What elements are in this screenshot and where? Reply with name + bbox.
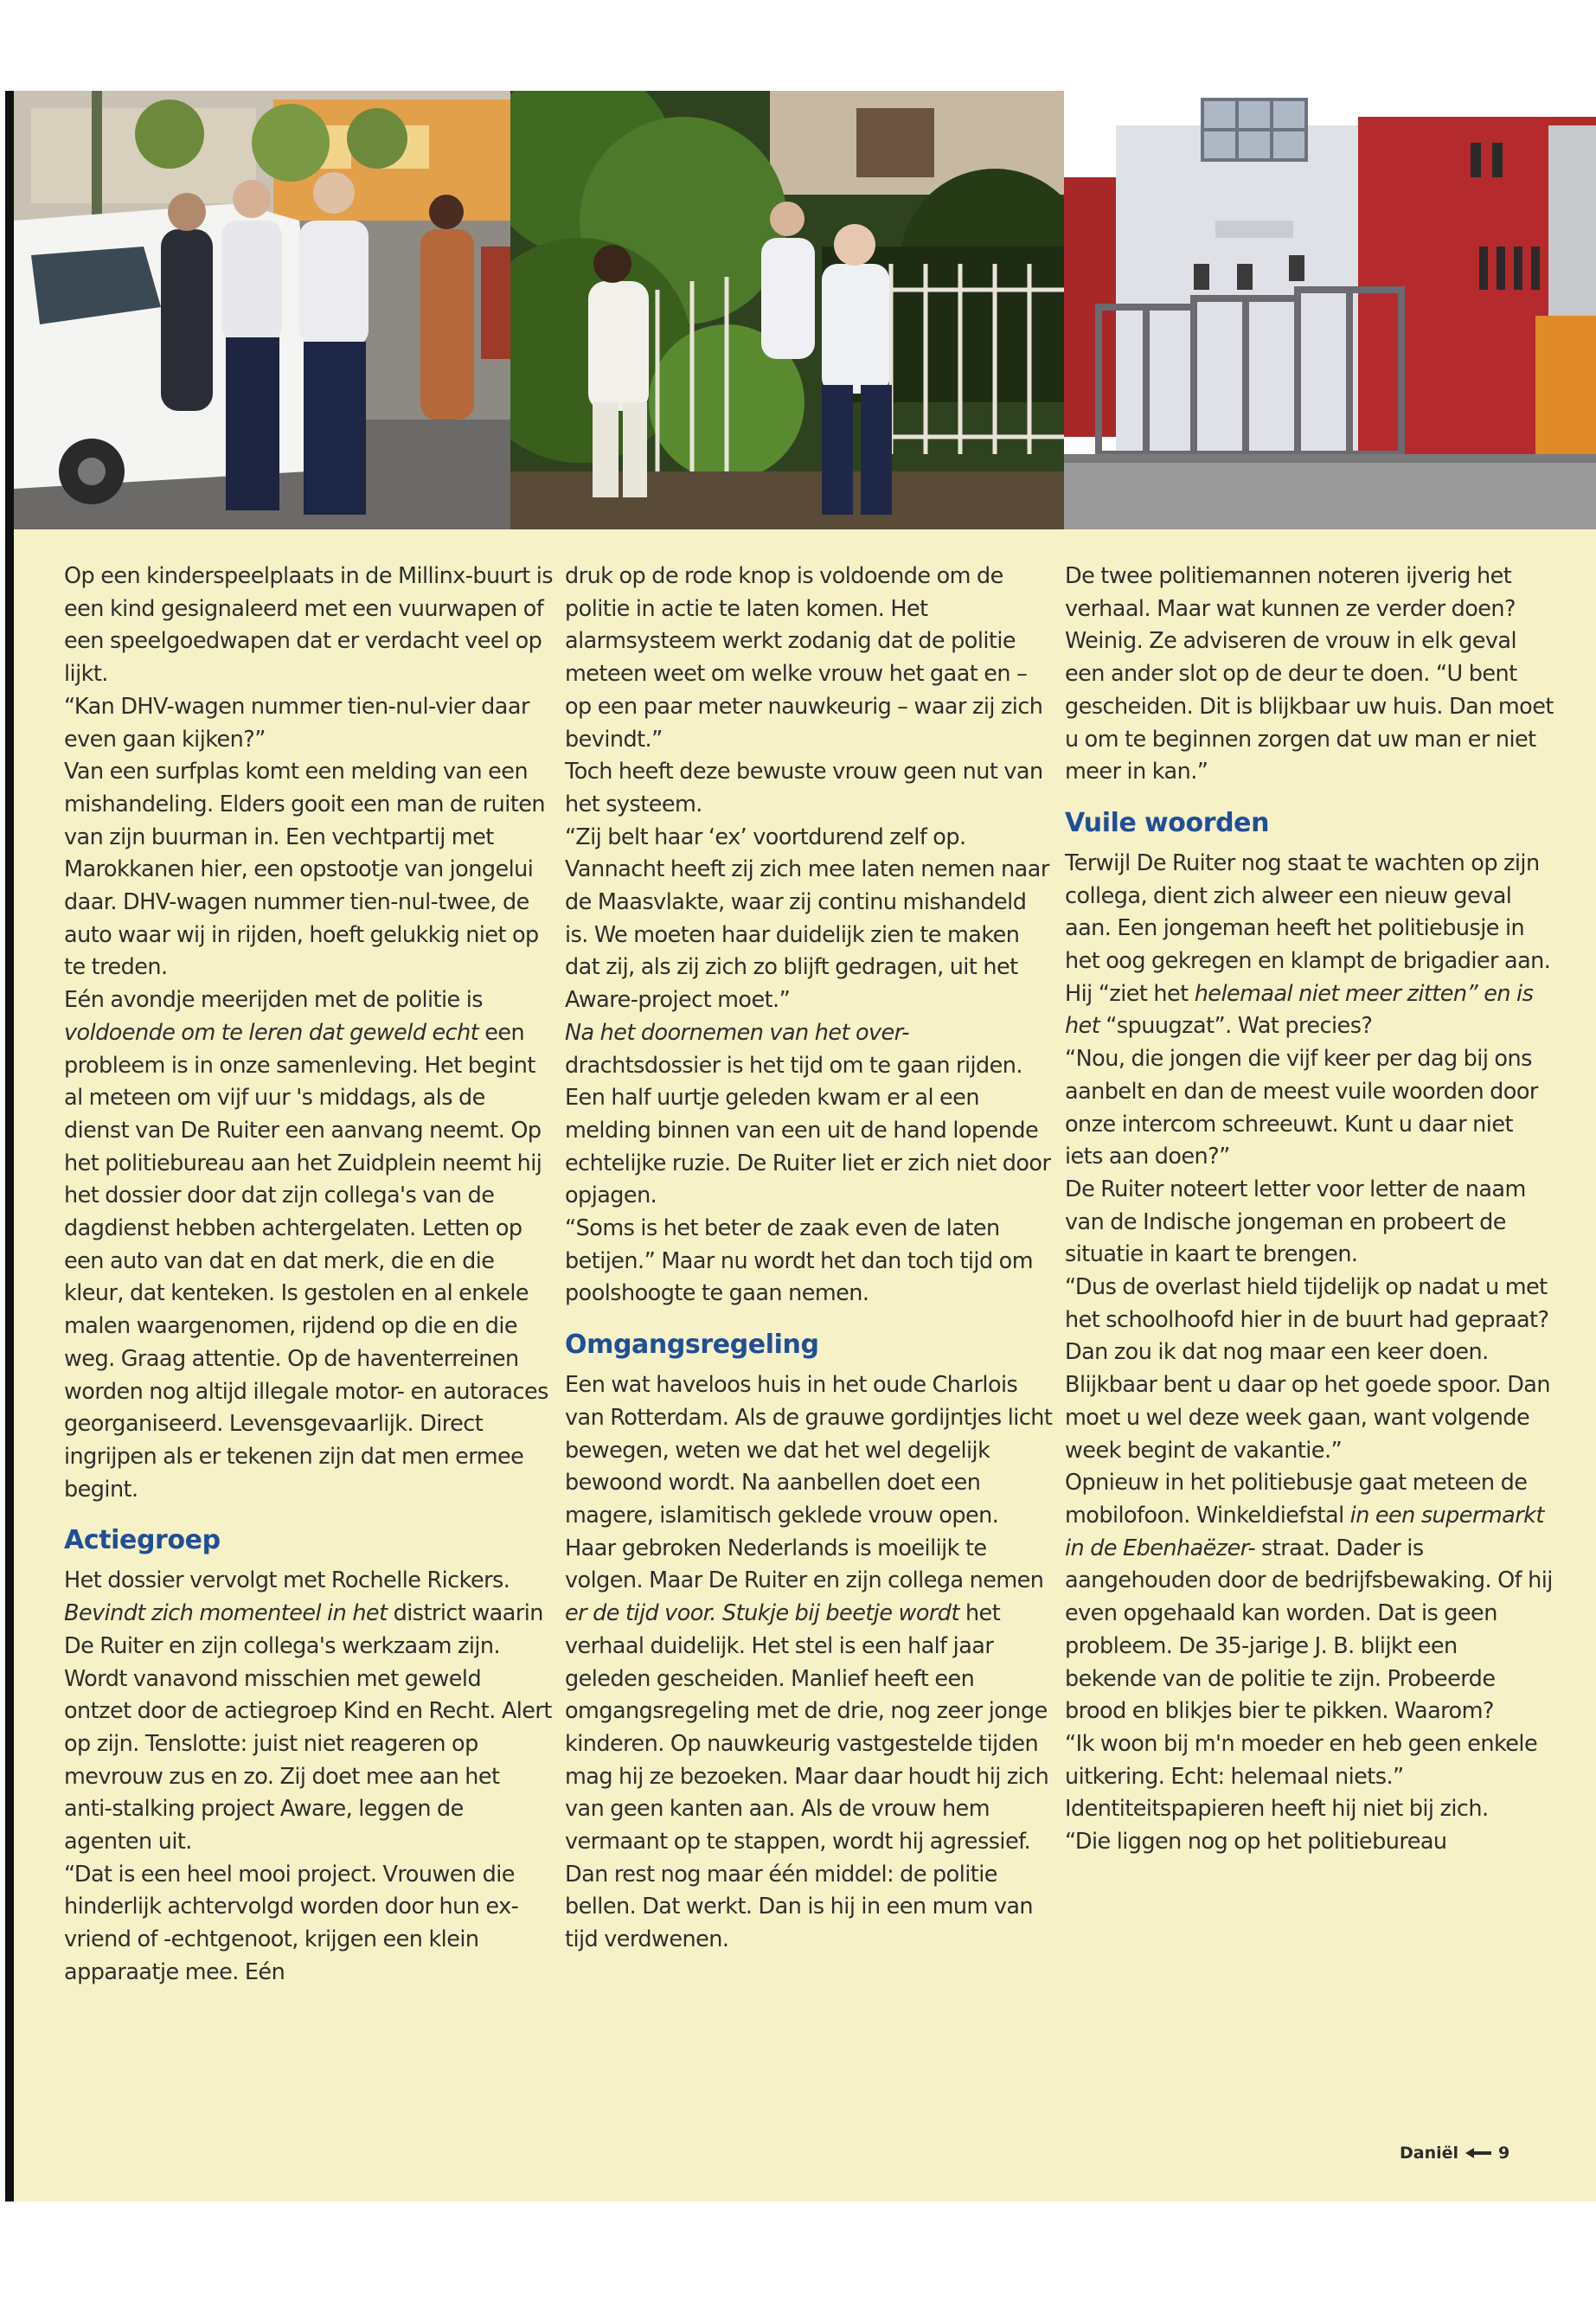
paragraph: De twee politiemannen noteren ijverig het verhaal. Maar wat kunnen ze verder doen? Weinig. Ze adviseren de vrouw in elk geval een ander slot op de deur te doen. “U bent gescheiden. Dit is blijkbaar uw huis. Dan moet u om te beginnen zorgen dat uw man er niet meer in kan.” [1065, 563, 1554, 785]
paragraph [64, 1565, 553, 1858]
left-black-border [5, 91, 14, 2202]
article-column-1 [64, 561, 553, 1990]
magazine-name: Daniël [1400, 2144, 1459, 2163]
text-run: straat. Dader is aangehouden door de bedrijfsbewaking. Of hij even opgehaald kan worden. Dat is geen probleem. De 35-jarige J. B. blijkt een bekende van de politie te zijn. Probeerde brood en blikjes bier te pikken. Waarom? [1065, 1535, 1553, 1725]
paragraph: druk op de rode knop is voldoende om de politie in actie te laten komen. Het alarmsysteem werkt zodanig dat de politie meteen weet om welke vrouw het gaat en – op een paar meter nauwkeurig – waar zij zich bevindt.” [565, 563, 1043, 753]
italic-run: helemaal niet meer zitten” en is het [1065, 980, 1534, 1040]
paragraph: Van een surfplas komt een melding van een mishandeling. Elders gooit een man de ruiten van zijn buurman in. Een vechtpartij met Marokkanen hier, een opstootje van jongelui daar. DHV-wagen nummer tien-nul-twee, de auto waar wij in rijden, hoeft gelukkig niet op te treden. [64, 759, 546, 981]
photo-police-station [1064, 91, 1596, 529]
text-run: Opnieuw in het politiebusje gaat meteen de mobilofoon. Winkeldiefstal [1065, 1470, 1528, 1529]
text-run: het verhaal duidelijk. Het stel is een half jaar geleden gescheiden. Manlief heeft een omgangsregeling met de drie, nog zeer jonge kinderen. Op nauwkeurig vastgestelde tijden mag hij ze bezoeken. Maar daar houdt hij zich van geen kanten aan. Als de vrouw hem vermaant op te stappen, wordt hij agressief. Dan rest nog maar één middel: de politie bellen. Dat werkt. Dan is hij in een mum van tijd verdwenen. [565, 1600, 1049, 1953]
paragraph [1065, 1467, 1554, 1728]
text-run: Het dossier vervolgt met Rochelle Rickers. [64, 1567, 510, 1594]
photo-police-van [14, 91, 510, 529]
text-run: “spuugzat”. Wat precies? [1099, 1013, 1373, 1040]
article-column-3 [1065, 561, 1554, 1859]
text-run: drachtsdossier is het tijd om te gaan rijden. Een half uurtje geleden kwam er al een melding binnen van een uit de hand lopende echtelijke ruzie. De Ruiter liet er zich niet door opjagen. [565, 1052, 1051, 1209]
paragraph: “Kan DHV-wagen nummer tien-nul-vier daar even gaan kijken?” [64, 693, 529, 753]
paragraph: Op een kinderspeelplaats in de Millinx-buurt is een kind gesignaleerd met een vuurwapen of een speelgoedwapen dat er verdacht veel op lijkt. [64, 563, 553, 688]
paragraph: “Soms is het beter de zaak even de laten betijen.” Maar nu wordt het dan toch tijd om poolshoogte te gaan nemen. [565, 1215, 1033, 1307]
photo-strip [14, 91, 1596, 529]
paragraph: “Dus de overlast hield tijdelijk op nadat u met het schoolhoofd hier in de buurt had gepraat? Dan zou ik dat nog maar een keer doen. Blijkbaar bent u daar op het goede spoor. Dan moet u wel deze week gaan, want volgende week begint de vakantie.” [1065, 1274, 1550, 1464]
paragraph: “Ik woon bij m'n moeder en heb geen enkele uitkering. Echt: helemaal niets.” Identiteitspapieren heeft hij niet bij zich. [1065, 1730, 1538, 1823]
paragraph: Toch heeft deze bewuste vrouw geen nut van het systeem. [565, 759, 1043, 817]
paragraph: “Dat is een heel mooi project. Vrouwen die hinderlijk achtervolgd worden door hun ex-vriend of -echtgenoot, krijgen een klein apparaatje mee. Eén [64, 1861, 519, 1985]
text-run: een probleem is in onze samenleving. Het begint al meteen om vijf uur 's middags, als de dienst van De Ruiter een aanvang neemt. Op het politiebureau aan het Zuidplein neemt hij het dossier door dat zijn collega's van de dagdienst hebben achtergelaten. Letten op een auto van dat en dat merk, die en die kleur, dat kenteken. Is gestolen en al enkele malen waargenomen, rijdend op die en die weg. Graag attentie. Op de haventerreinen worden nog altijd illegale motor- en autoraces georganiseerd. Levensgevaarlijk. Direct ingrijpen als er tekenen zijn dat men ermee begint. [64, 1019, 548, 1503]
page-footer [1400, 2144, 1509, 2163]
article-columns [64, 561, 1554, 2144]
text-run: district waarin De Ruiter en zijn collega's werkzaam zijn. Wordt vanavond misschien met geweld ontzet door de actiegroep Kind en Recht. Alert op zijn. Tenslotte: juist niet reageren op mevrouw zus en zo. Zij doet mee aan het anti-stalking project Aware, leggen de agenten uit. [64, 1600, 552, 1856]
subheading-actiegroep: Actiegroep [64, 1525, 221, 1556]
paragraph: “Die liggen nog op het politiebureau [1065, 1829, 1447, 1856]
paragraph [565, 1017, 1054, 1213]
text-run: Een wat haveloos huis in het oude Charlois van Rotterdam. Als de grauwe gordijntjes licht bewegen, weten we dat het wel degelijk bewoond wordt. Na aanbellen doet een magere, islamitisch geklede vrouw open. Haar gebroken Nederlands is moeilijk te volgen. Maar De Ruiter en zijn collega nemen [565, 1372, 1053, 1594]
italic-run: voldoende om te leren dat geweld echt [64, 1019, 479, 1046]
text-run: Terwijl De Ruiter nog staat te wachten op zijn collega, dient zich alweer een nieuw geval aan. Een jongeman heeft het politiebusje in het oog gekregen en klampt de brigadier aan. Hij “ziet het [1065, 849, 1551, 1007]
arrow-left-icon [1465, 2147, 1491, 2159]
subheading-vuile-woorden: Vuile woorden [1065, 807, 1270, 838]
paragraph: “Zij belt haar ‘ex’ voortdurend zelf op. Vannacht heeft zij zich mee laten nemen naar de Maasvlakte, waar zij continu mishandeld is. We moeten haar duidelijk zien te maken dat zij, als zij zich zo blijft gedragen, uit het Aware-project moet.” [565, 824, 1049, 1014]
paragraph [1065, 848, 1554, 1043]
page-number: 9 [1498, 2144, 1510, 2163]
paragraph [565, 1369, 1054, 1957]
italic-run: Na het doornemen van het over- [565, 1019, 909, 1046]
article-column-2 [565, 561, 1054, 1957]
paragraph: De Ruiter noteert letter voor letter de naam van de Indische jongeman en probeert de situatie in kaart te brengen. [1065, 1176, 1526, 1268]
text-run: Eén avondje meerijden met de politie is [64, 987, 483, 1014]
paragraph [64, 984, 553, 1506]
italic-run: in een supermarkt in de Ebenhaëzer- [1065, 1502, 1544, 1561]
subheading-omgangsregeling: Omgangsregeling [565, 1330, 819, 1361]
paragraph: “Nou, die jongen die vijf keer per dag bij ons aanbelt en dan de meest vuile woorden door onze intercom schreeuwt. Kunt u daar niet iets aan doen?” [1065, 1046, 1538, 1170]
photo-house-garden [510, 91, 1064, 529]
italic-run: er de tijd voor. Stukje bij beetje wordt [565, 1600, 959, 1627]
italic-run: Bevindt zich momenteel in het [64, 1600, 388, 1627]
